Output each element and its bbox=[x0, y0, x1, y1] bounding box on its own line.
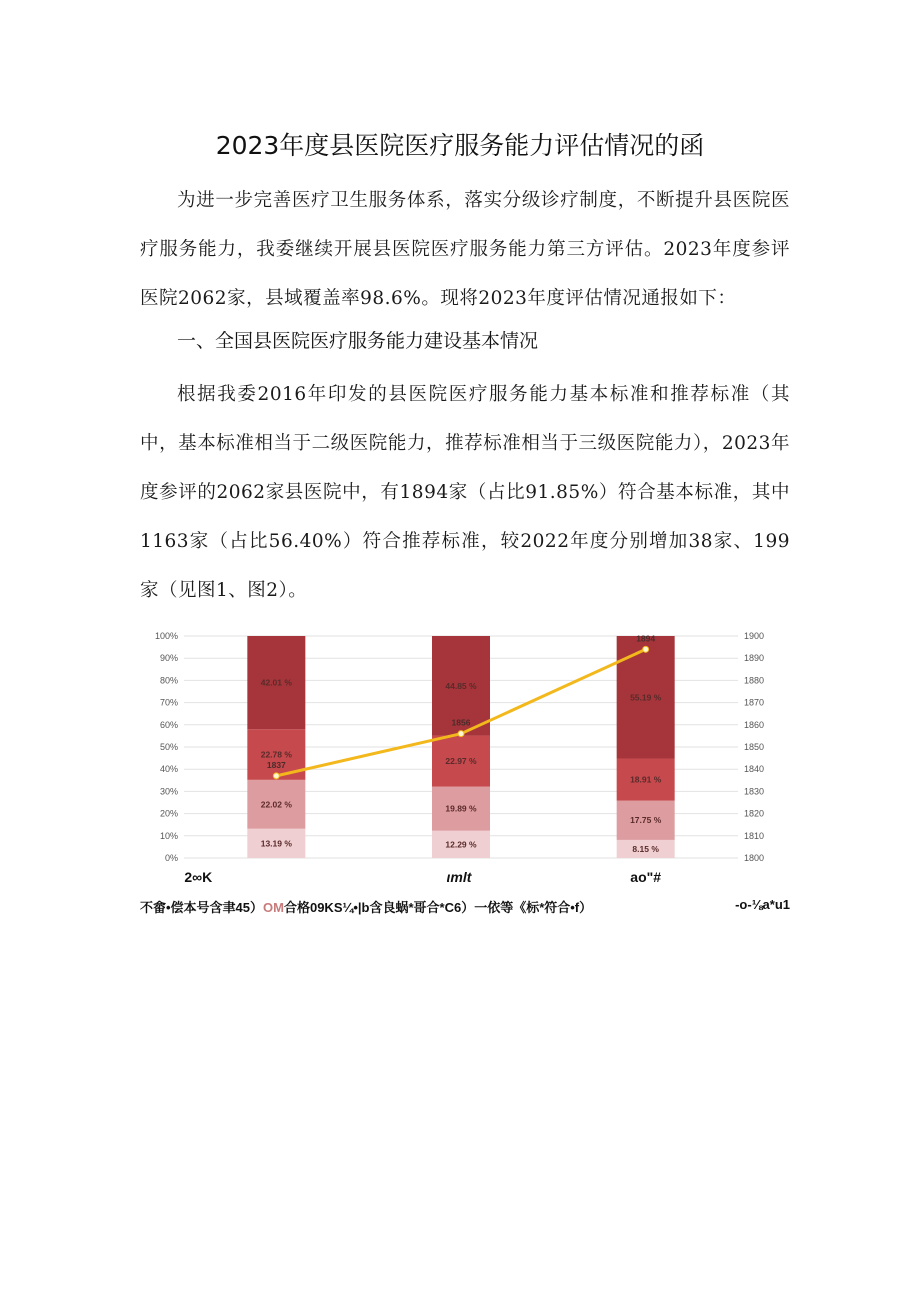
count-point bbox=[643, 646, 649, 652]
legend-text-2: OM bbox=[263, 900, 284, 915]
left-tick-label: 70% bbox=[159, 697, 178, 708]
document-title: 2023年度县医院医疗服务能力评估情况的函 bbox=[215, 131, 705, 160]
left-tick-label: 40% bbox=[159, 764, 178, 775]
bar-segment-label: 13.19 % bbox=[260, 838, 292, 849]
legend-text-3: 合格09KS¼•|b含良蜗*哥合*C6）一依等《标*符合•f） bbox=[283, 900, 593, 915]
bar-segment-label: 17.75 % bbox=[630, 815, 662, 826]
left-tick-label: 100% bbox=[154, 631, 178, 641]
right-tick-label: 1880 bbox=[744, 675, 765, 686]
left-tick-label: 10% bbox=[159, 830, 178, 841]
bar-segment-label: 19.89 % bbox=[445, 803, 477, 814]
right-tick-label: 1860 bbox=[744, 719, 765, 730]
bar-segment-label: 22.02 % bbox=[260, 799, 292, 810]
bar-segment-label: 22.97 % bbox=[445, 756, 477, 767]
bar-segment-label: 44.85 % bbox=[445, 680, 477, 691]
right-tick-label: 1820 bbox=[744, 808, 765, 819]
left-tick-label: 90% bbox=[159, 653, 178, 664]
right-tick-label: 1840 bbox=[744, 764, 765, 775]
left-tick-label: 50% bbox=[159, 742, 178, 752]
right-tick-label: 1800 bbox=[744, 853, 765, 863]
chart-legend bbox=[140, 897, 790, 916]
bar-segment-label: 22.78 % bbox=[260, 749, 292, 760]
x-axis-labels bbox=[184, 869, 661, 885]
count-point-label: 1894 bbox=[636, 633, 656, 644]
count-point bbox=[273, 773, 279, 779]
right-axis bbox=[744, 631, 764, 863]
count-point bbox=[458, 731, 464, 737]
x-axis-label: ιmlt bbox=[446, 869, 472, 885]
right-tick-label: 1900 bbox=[744, 631, 765, 641]
bar-segment-label: 55.19 % bbox=[630, 692, 662, 703]
left-tick-label: 80% bbox=[159, 675, 178, 686]
legend-text-1: 不畲•偿本号含聿45） bbox=[140, 900, 264, 915]
x-axis-label: 2∞K bbox=[184, 869, 213, 885]
right-tick-label: 1890 bbox=[744, 653, 765, 664]
bar-segment-label: 8.15 % bbox=[632, 843, 659, 854]
count-point-label: 1837 bbox=[266, 759, 286, 770]
intro-paragraph: 为进一步完善医疗卫生服务体系，落实分级诊疗制度，不断提升县医院医疗服务能力，我委继续开展县医院医疗服务能力第三方评估。2023年度参评医院2062家，县域覆盖率98.6%。现将2023年度评估情况通报如下： bbox=[140, 190, 790, 309]
left-axis bbox=[155, 631, 178, 863]
right-tick-label: 1850 bbox=[744, 742, 765, 752]
left-tick-label: 60% bbox=[159, 719, 178, 730]
right-tick-label: 1830 bbox=[744, 786, 765, 797]
count-point-label: 1856 bbox=[451, 717, 471, 728]
bar-segment-label: 12.29 % bbox=[445, 839, 477, 850]
right-tick-label: 1810 bbox=[744, 830, 765, 841]
bar-segment-label: 42.01 % bbox=[260, 677, 292, 688]
legend-text-line: -o-⅛a*u1 bbox=[735, 897, 790, 912]
right-tick-label: 1870 bbox=[744, 697, 765, 708]
county-hospital-chart bbox=[140, 620, 790, 888]
left-tick-label: 0% bbox=[164, 853, 178, 863]
section-heading: 一、全国县医院医疗服务能力建设基本情况 bbox=[177, 330, 539, 352]
standards-paragraph: 根据我委2016年印发的县医院医疗服务能力基本标准和推荐标准（其中，基本标准相当于二级医院能力，推荐标准相当于三级医院能力），2023年度参评的2062家县医院中，有1894家（占比91.85%）符合基本标准，其中1163家（占比56.40%）符合推荐标准，较2022年度分别增加38家、199家（见图1、图2）。 bbox=[140, 384, 790, 601]
x-axis-label: ao"# bbox=[630, 869, 662, 885]
bar-segment-label: 18.91 % bbox=[630, 774, 662, 785]
left-tick-label: 20% bbox=[159, 808, 178, 819]
left-tick-label: 30% bbox=[159, 786, 178, 797]
